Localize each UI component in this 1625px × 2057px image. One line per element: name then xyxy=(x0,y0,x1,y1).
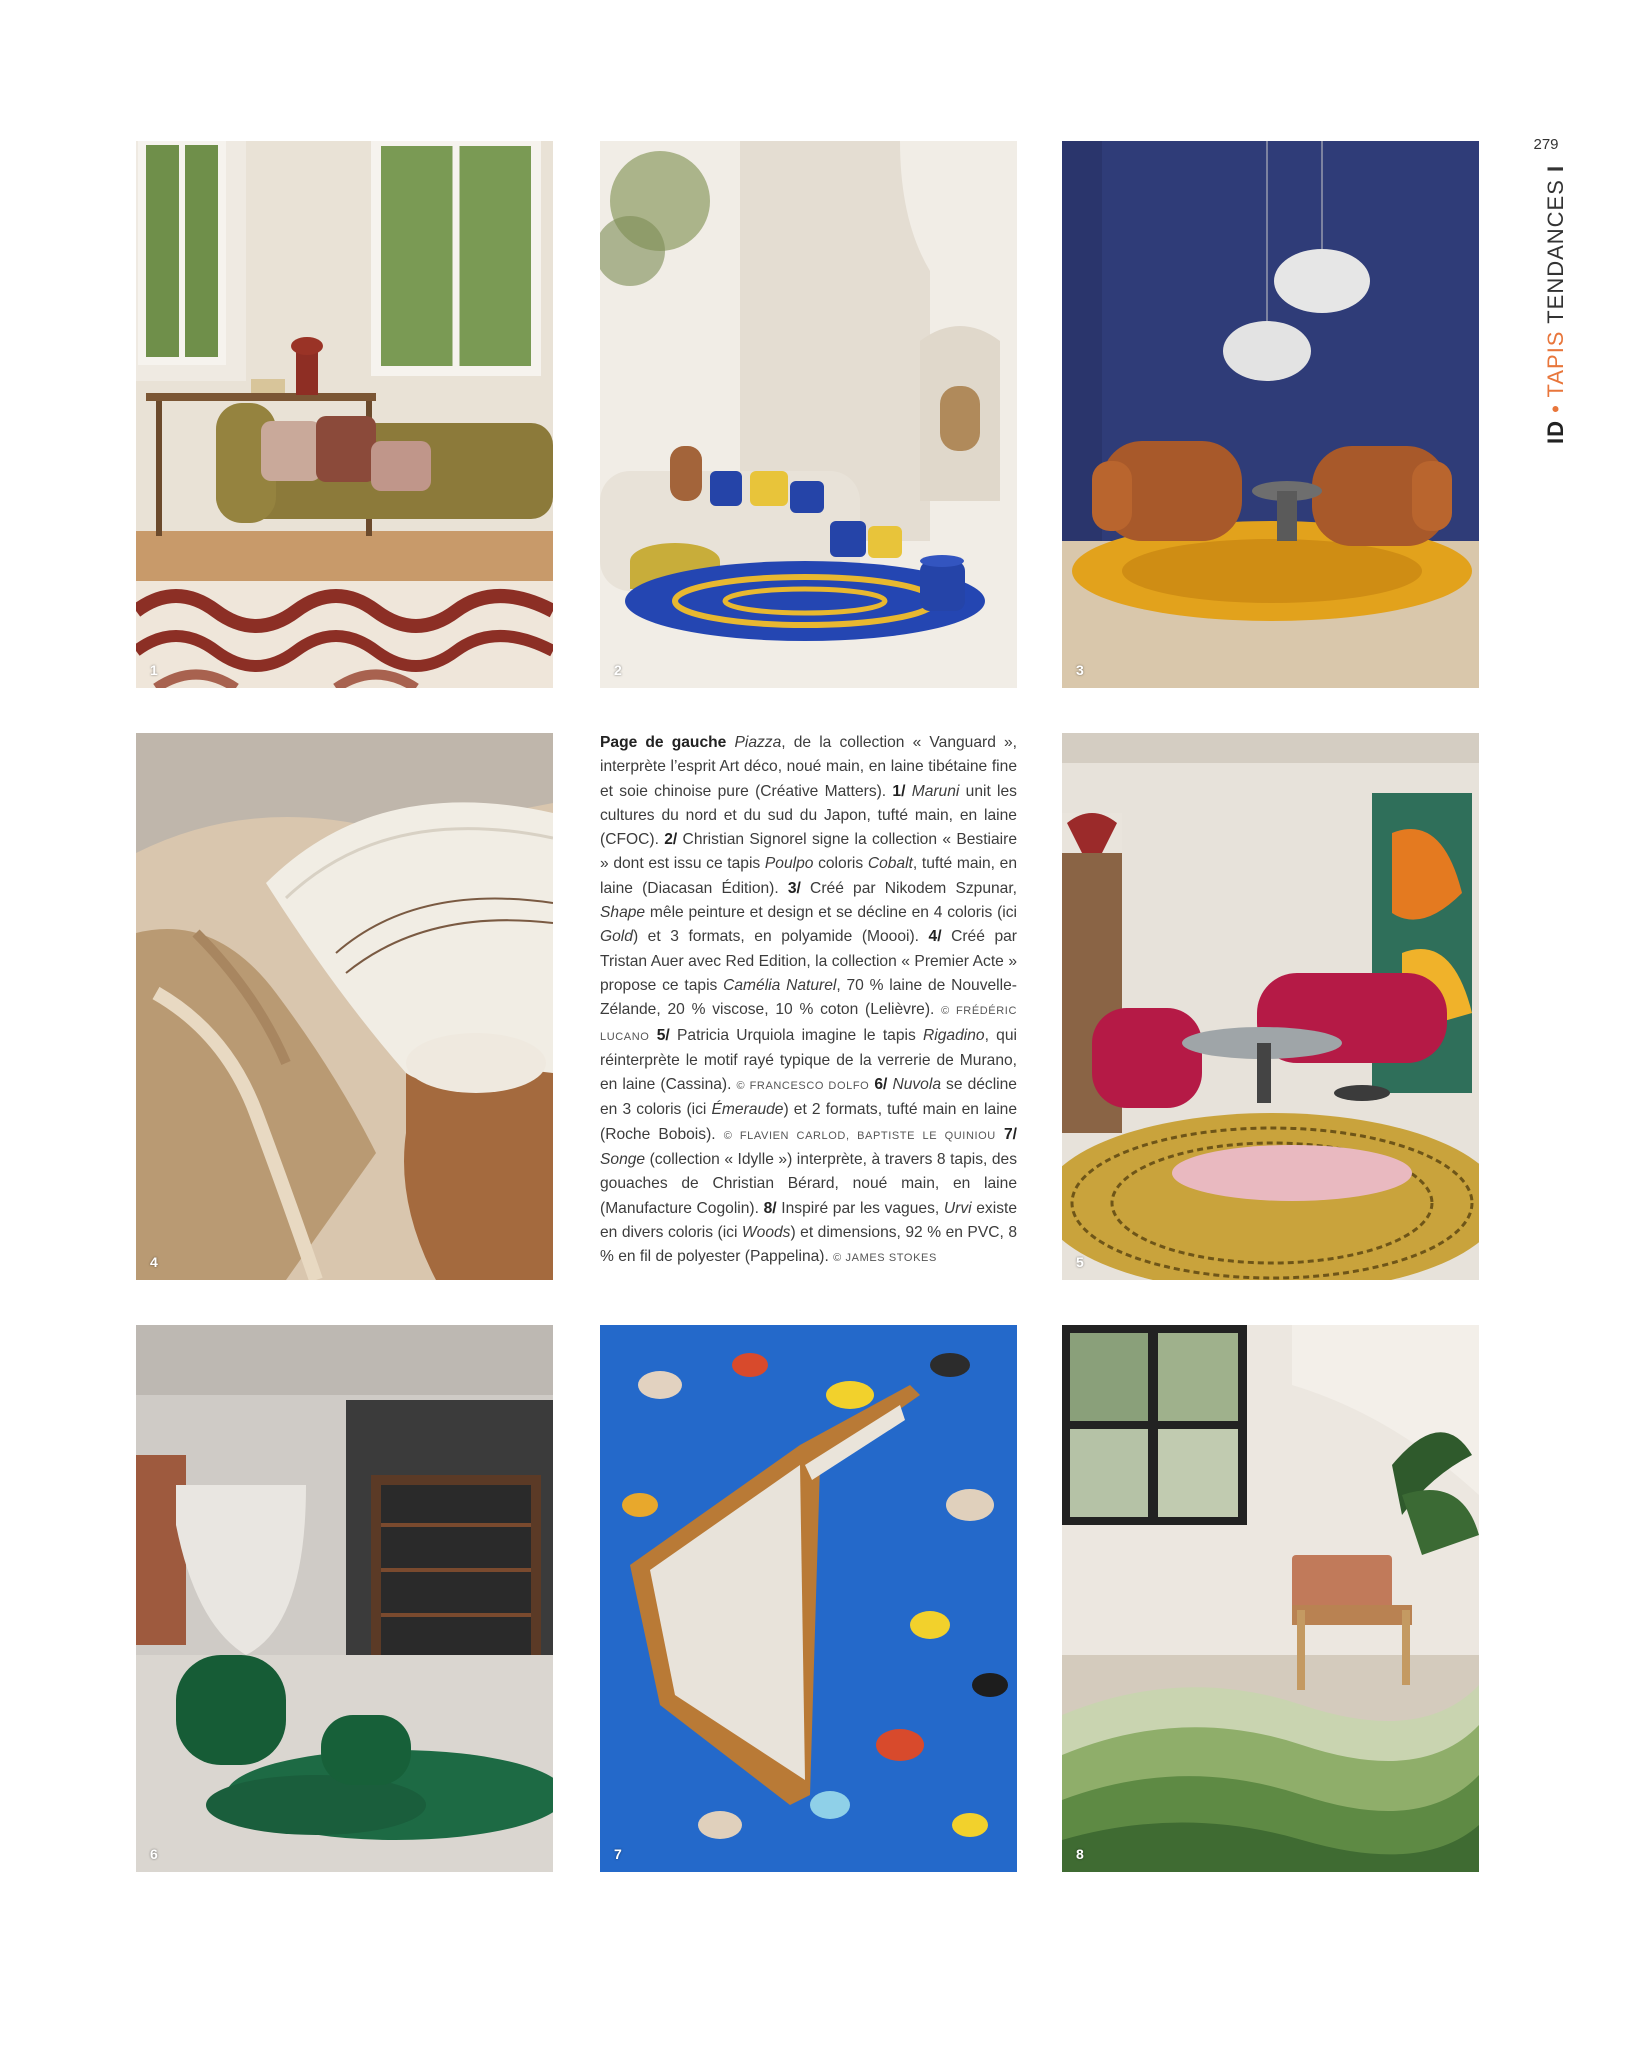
caption-run: , qui réinterprète le motif rayé typique de la verrerie de Murano, en laine (Cassina). xyxy=(600,1026,1017,1094)
caption-run: mêle peinture et design et se décline en 4 coloris (ici xyxy=(645,904,1017,922)
caption-italic-run: Woods xyxy=(741,1223,791,1241)
photo-number: 6 xyxy=(150,1846,158,1862)
caption-run: , 70 % laine de Nouvelle-Zélande, 20 % viscose, 10 % coton (Lelièvre). xyxy=(600,976,1017,1019)
caption-bold-run: 7/ xyxy=(1003,1125,1017,1143)
caption-bold-run: 6/ xyxy=(874,1076,888,1094)
caption-run: , tufté main, en laine (Diacasan Édition). xyxy=(600,855,1017,897)
caption-run: Créé par Tristan Auer avec Red Edition, la collection « Premier Acte » propose ce tapis xyxy=(600,928,1017,994)
caption-italic-run: Nuvola xyxy=(892,1076,941,1094)
magazine-name: ID xyxy=(1543,420,1568,444)
caption-italic-run: Poulpo xyxy=(764,855,814,873)
caption-run: unit les cultures du nord et du sud du Japon, tufté main, en laine (CFOC). xyxy=(600,782,1017,849)
caption-bold-run: 2/ xyxy=(664,831,678,849)
caption-italic-run: Piazza xyxy=(734,734,782,751)
photo-1-maruni-rug xyxy=(136,141,553,688)
section-running-head xyxy=(1543,165,1569,444)
caption-run: ) et 3 formats, en polyamide (Moooi). xyxy=(632,928,929,946)
caption-bold-run: 4/ xyxy=(928,928,942,946)
caption-italic-run: Camélia Naturel xyxy=(723,976,837,994)
caption-run: coloris xyxy=(813,855,868,873)
photo-number: 1 xyxy=(150,662,158,678)
caption-run xyxy=(996,1126,1004,1143)
caption-run: (collection « Idylle ») interprète, à travers 8 tapis, des gouaches de Christian Bérard, noué main, en laine (Manufacture Cogolin). xyxy=(600,1151,1017,1217)
caption-bold-run: Page de gauche xyxy=(600,734,727,751)
caption-run: , de la collection « Vanguard », interprète l’esprit Art déco, noué main, en laine tibétaine fine et soie chinoise pure (Créative Matters). xyxy=(600,734,1018,800)
caption-run: Inspiré par les vagues, xyxy=(776,1199,944,1217)
caption-run: Patricia Urquiola imagine le tapis xyxy=(669,1026,924,1044)
photo-credit: © JAMES STOKES xyxy=(833,1252,937,1265)
caption-italic-run: Songe xyxy=(600,1151,646,1169)
photo-5-rigadino-rug xyxy=(1062,733,1479,1280)
caption-bold-run: 8/ xyxy=(763,1199,777,1217)
caption-run xyxy=(649,1027,656,1044)
caption-bold-run: 3/ xyxy=(787,879,801,897)
photo-8-urvi-rug xyxy=(1062,1325,1479,1872)
caption-bold-run: 5/ xyxy=(656,1026,670,1044)
caption-italic-run: Urvi xyxy=(943,1199,972,1217)
caption-run: se décline en 3 coloris (ici xyxy=(600,1076,1017,1119)
photo-number: 8 xyxy=(1076,1846,1084,1862)
photo-4-camelia-rug xyxy=(136,733,553,1280)
photo-number: 2 xyxy=(614,662,622,678)
photo-credit: © FRANCESCO DOLFO xyxy=(736,1080,870,1093)
photo-credit: © FLAVIEN CARLOD, BAPTISTE LE QUINIOU xyxy=(723,1129,996,1142)
caption-italic-run: Émeraude xyxy=(711,1101,784,1119)
photo-3-shape-rug xyxy=(1062,141,1479,688)
caption-italic-run: Cobalt xyxy=(867,855,913,873)
caption-italic-run: Shape xyxy=(600,904,646,922)
caption-run: Christian Signorel signe la collection « Bestiaire » dont est issu ce tapis xyxy=(600,831,1017,873)
photo-6-nuvola-rug xyxy=(136,1325,553,1872)
caption-bold-run: 1/ xyxy=(892,782,906,800)
caption-italic-run: Rigadino xyxy=(923,1026,985,1044)
separator-dot: • xyxy=(1543,404,1568,413)
photo-credit: © FRÉDÉRIC LUCANO xyxy=(600,1005,1017,1043)
caption-run: ) et dimensions, 92 % en PVC, 8 % en fil de polyester (Pappelina). xyxy=(600,1223,1017,1266)
caption-run: Créé par Nikodem Szpunar, xyxy=(800,879,1017,897)
caption-run: ) et 2 formats, tufté main en laine (Roche Bobois). xyxy=(600,1101,1017,1143)
caption-italic-run: Maruni xyxy=(911,782,960,800)
photo-number: 7 xyxy=(614,1846,622,1862)
section-rule: I xyxy=(1543,164,1568,172)
section-title: TENDANCES xyxy=(1543,179,1568,324)
caption-text xyxy=(600,731,1017,1271)
photo-7-songe-rug xyxy=(600,1325,1017,1872)
photo-number: 5 xyxy=(1076,1254,1084,1270)
caption-italic-run: Gold xyxy=(600,928,633,946)
caption-run: existe en divers coloris (ici xyxy=(600,1199,1017,1241)
page-number: 279 xyxy=(1533,136,1559,153)
photo-number: 4 xyxy=(150,1254,158,1270)
photo-number: 3 xyxy=(1076,662,1084,678)
section-category: TAPIS xyxy=(1543,330,1568,398)
photo-2-poulpo-rug xyxy=(600,141,1017,688)
